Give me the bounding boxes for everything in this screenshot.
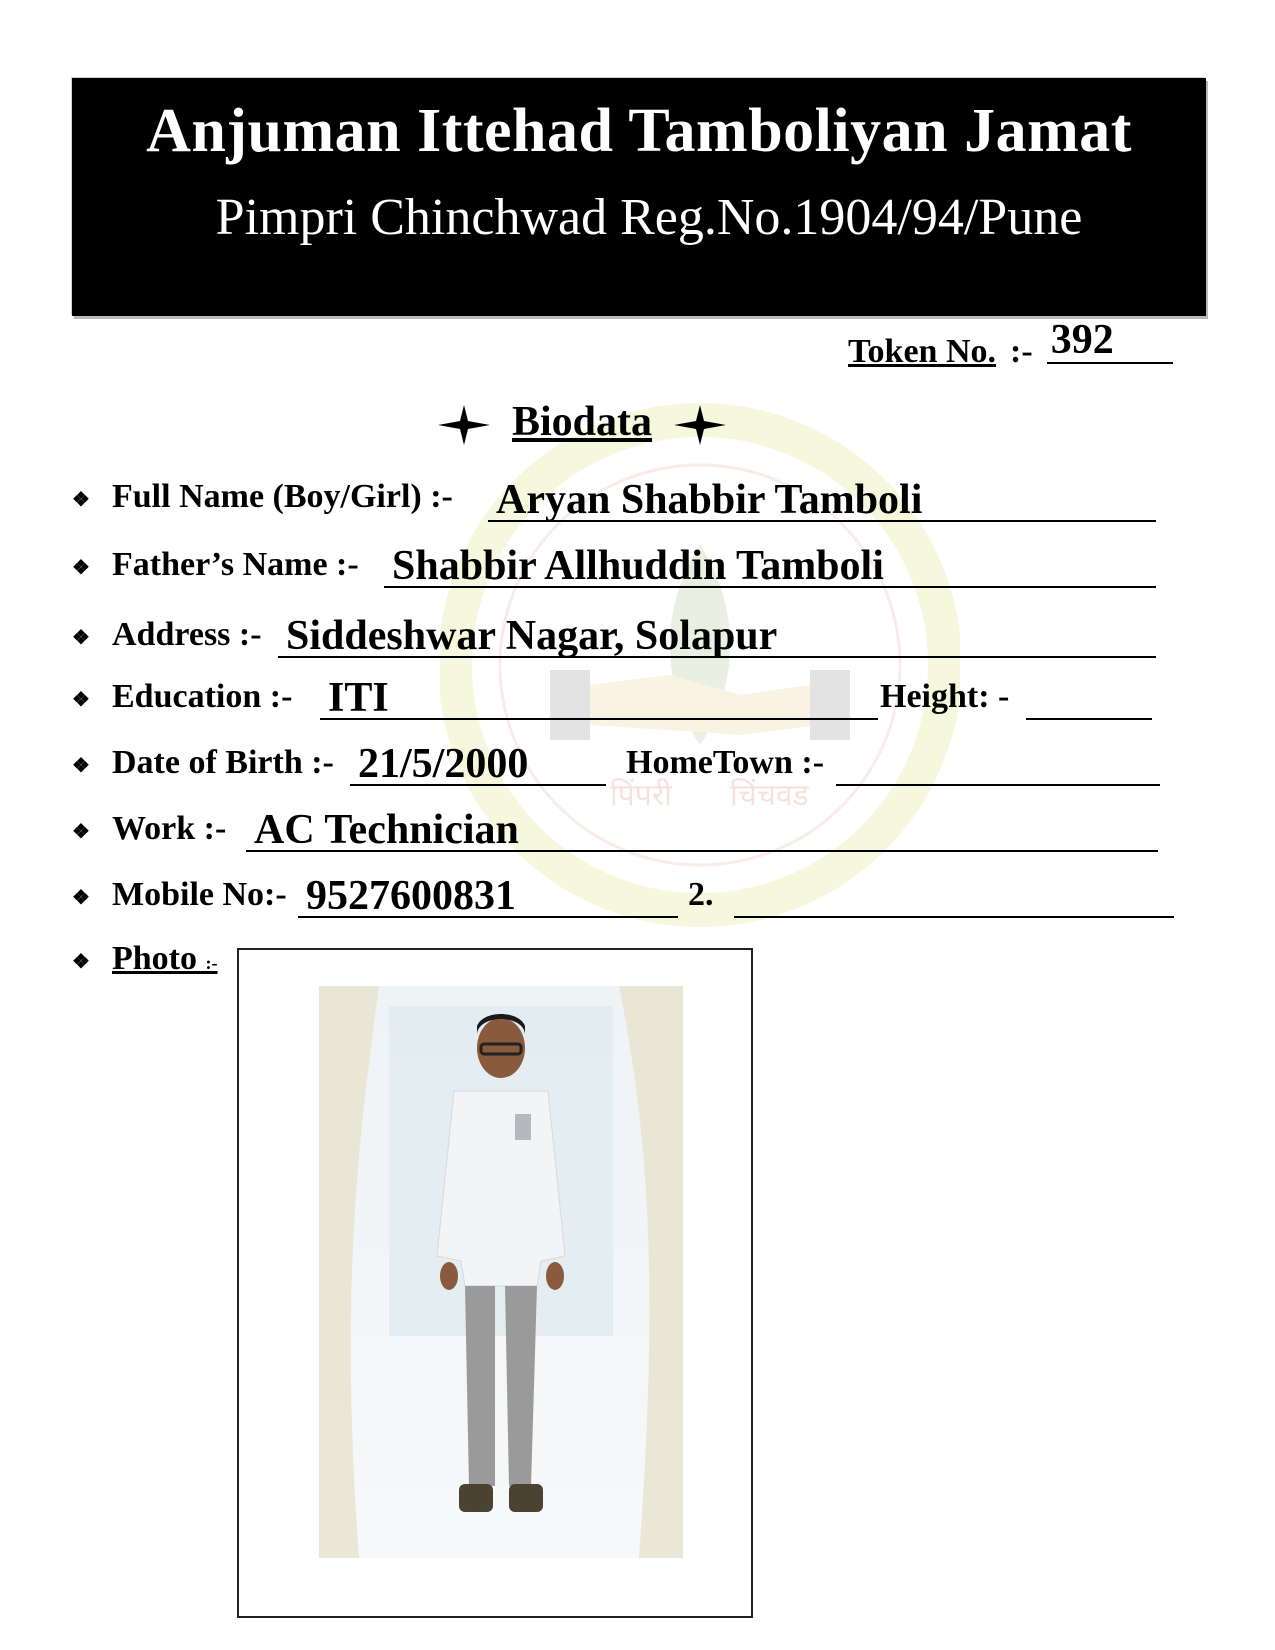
address-field [278, 606, 1156, 658]
row-full-name [72, 478, 453, 528]
father-name-value: Shabbir Allhuddin Tamboli [392, 543, 884, 589]
height-label: Height: - [880, 678, 1010, 715]
biodata-heading [438, 398, 726, 446]
full-name-label: Full Name (Boy/Girl) :- [112, 478, 453, 515]
row-photo [72, 940, 218, 990]
four-point-star-icon [438, 405, 490, 445]
row-education [72, 678, 292, 728]
father-name-field [384, 536, 1156, 588]
dob-label: Date of Birth :- [112, 744, 334, 781]
header-banner [72, 78, 1206, 316]
full-name-field [488, 470, 1156, 522]
hometown-label: HomeTown :- [626, 744, 825, 781]
work-field [246, 800, 1158, 852]
photo-label-text: Photo [112, 940, 197, 977]
height-field [1026, 668, 1152, 720]
dob-field [350, 734, 606, 786]
row-father-name [72, 546, 359, 596]
token-number [848, 317, 1173, 371]
full-name-value: Aryan Shabbir Tamboli [496, 477, 923, 523]
token-separator: :- [1010, 333, 1033, 370]
diamond-bullet-icon: ❖ [72, 688, 90, 711]
mobile-field [298, 866, 678, 918]
diamond-bullet-icon: ❖ [72, 488, 90, 511]
token-value: 392 [1050, 317, 1114, 363]
address-value: Siddeshwar Nagar, Solapur [286, 613, 778, 659]
diamond-bullet-icon: ❖ [72, 754, 90, 777]
mobile2-label: 2. [688, 876, 714, 913]
biodata-title: Biodata [512, 399, 653, 445]
organization-title: Anjuman Ittehad Tamboliyan Jamat [146, 97, 1132, 165]
token-label: Token No. [848, 333, 997, 370]
education-field [320, 668, 878, 720]
row-mobile [72, 876, 287, 926]
work-value: AC Technician [254, 807, 519, 853]
portrait-photo [319, 986, 683, 1558]
watermark-text-left: पिंपरी [610, 778, 672, 813]
watermark-text-right: चिंचवड [730, 778, 809, 813]
organization-subtitle: Pimpri Chinchwad Reg.No.1904/94/Pune [215, 189, 1083, 246]
address-label: Address :- [112, 616, 262, 653]
row-dob [72, 744, 334, 794]
father-name-label: Father’s Name :- [112, 546, 359, 583]
dob-value: 21/5/2000 [358, 741, 529, 787]
photo-frame [237, 948, 753, 1618]
row-work [72, 810, 226, 860]
diamond-bullet-icon: ❖ [72, 820, 90, 843]
diamond-bullet-icon: ❖ [72, 626, 90, 649]
work-label: Work :- [112, 810, 227, 847]
diamond-bullet-icon: ❖ [72, 950, 90, 973]
token-value-line [1047, 317, 1173, 364]
row-address [72, 616, 262, 666]
watermark-emblem [440, 385, 960, 945]
mobile-label: Mobile No:- [112, 876, 287, 913]
education-value: ITI [328, 675, 389, 721]
four-point-star-icon [674, 405, 726, 445]
diamond-bullet-icon: ❖ [72, 556, 90, 579]
diamond-bullet-icon: ❖ [72, 886, 90, 909]
photo-label-suffix: :- [205, 953, 218, 973]
photo-label [112, 940, 218, 978]
mobile2-field [734, 866, 1174, 918]
education-label: Education :- [112, 678, 293, 715]
hometown-field [836, 734, 1160, 786]
mobile-value: 9527600831 [306, 873, 516, 919]
